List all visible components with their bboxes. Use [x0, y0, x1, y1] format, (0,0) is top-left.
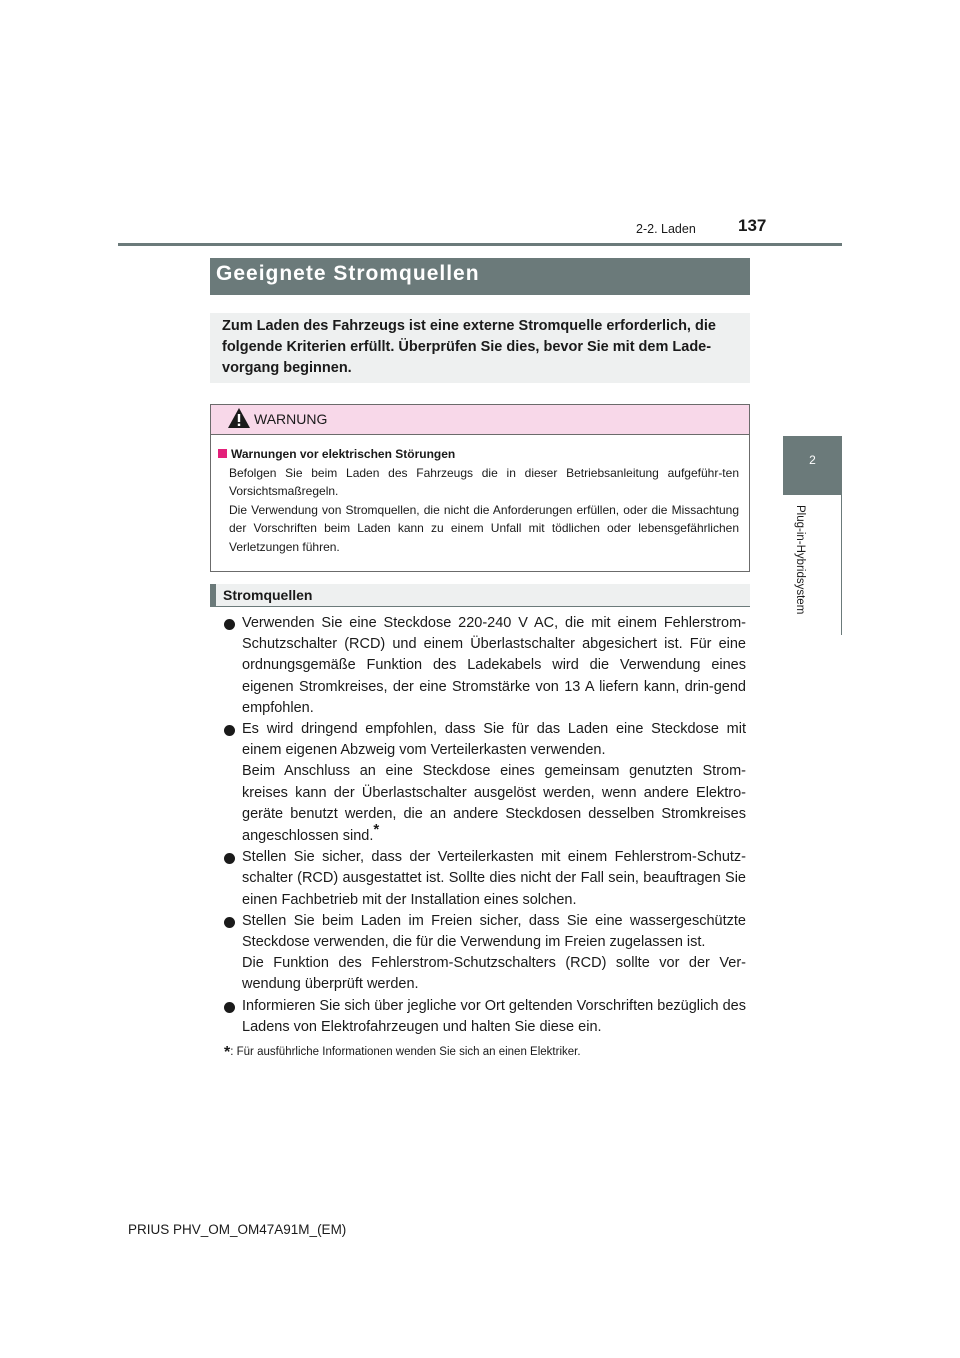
warning-triangle-icon: [227, 407, 251, 429]
bullet-dot-icon: [224, 725, 235, 736]
footnote: [224, 1042, 581, 1060]
square-bullet-icon: [218, 449, 227, 458]
running-header: 2-2. Laden: [636, 222, 696, 236]
page-number: 137: [738, 216, 767, 235]
warning-paragraph: Die Verwendung von Stromquellen, die nicht die Anforderungen erfüllen, oder die Missachtung der Vorschriften beim Laden kann zu einem Unfall mit tödlichen oder lebensgefährlichen Verletzungen führen.: [229, 502, 739, 554]
bullet-dot-icon: [224, 853, 235, 864]
subsection-accent: [210, 584, 216, 607]
bullet-list: [222, 613, 746, 1038]
bullet-dot-icon: [224, 619, 235, 630]
subsection-title: Stromquellen: [223, 587, 313, 603]
list-item-text: Beim Anschluss an eine Steckdose eines gemeinsam genutzten Strom-kreises kann der Überlastschalter ausgelöst werden, wenn andere Elektro-geräte benutzt werden, die an andere Steckdosen desselben Stromkreises angeschlossen sind.*: [242, 763, 746, 845]
warning-body: [211, 435, 749, 556]
subsection-heading: [210, 584, 750, 607]
intro-text: Zum Laden des Fahrzeugs ist eine externe Stromquelle erforderlich, die folgende Kriterien erfüllt. Überprüfen Sie dies, bevor Sie mit dem Lade-vorgang beginnen.: [222, 318, 716, 376]
section-title: Geeignete Stromquellen: [216, 262, 480, 285]
list-item-text: Die Funktion des Fehlerstrom-Schutzschalters (RCD) sollte vor der Ver-wendung überprüft werden.: [242, 955, 746, 993]
list-item: [222, 911, 746, 996]
chapter-tab: [783, 436, 842, 495]
list-item: [222, 996, 746, 1038]
warning-text: [218, 464, 739, 557]
intro-box: [210, 313, 750, 383]
warning-header: [211, 405, 749, 435]
header-rule: [118, 243, 842, 246]
chapter-number: 2: [809, 453, 816, 467]
footnote-text: : Für ausführliche Informationen wenden Sie sich an einen Elektriker.: [230, 1046, 581, 1058]
list-item: [222, 719, 746, 847]
list-item: [222, 613, 746, 719]
bullet-dot-icon: [224, 1002, 235, 1013]
warning-label: WARNUNG: [254, 411, 328, 427]
list-item-text: Verwenden Sie eine Steckdose 220-240 V AC, die mit einem Fehlerstrom-Schutzschalter (RCD) und einem Überlastschalter abgesichert ist. Für eine ordnungsgemäße Funktion des Ladekabels wird die Verwendung eines eigenen Stromkreises, der eine Stromstärke von 13 A liefern kann, drin-gend empfohlen.: [242, 615, 746, 716]
bullet-dot-icon: [224, 917, 235, 928]
chapter-tab-line: [841, 495, 842, 635]
warning-box: [210, 404, 750, 572]
list-item-text: Stellen Sie sicher, dass der Verteilerkasten mit einem Fehlerstrom-Schutz-schalter (RCD) ausgestattet ist. Sollte dies nicht der Fall sein, beauftragen Sie einen Fachbetrieb mit der Installation eines solchen.: [242, 849, 746, 908]
warning-subheading: [218, 445, 739, 464]
document-code: PRIUS PHV_OM_OM47A91M_(EM): [128, 1222, 347, 1237]
list-item: [222, 847, 746, 911]
list-item-text: Es wird dringend empfohlen, dass Sie für das Laden eine Steckdose mit einem eigenen Abzweig vom Verteilerkasten verwenden.: [242, 721, 746, 759]
list-item-text: Informieren Sie sich über jegliche vor Ort geltenden Vorschriften bezüglich des Ladens von Elektrofahrzeugen und halten Sie diese ein.: [242, 997, 746, 1035]
list-item-text: Stellen Sie beim Laden im Freien sicher, dass Sie eine wassergeschützte Steckdose verwenden, die für die Verwendung im Freien zugelassen ist.: [242, 912, 746, 951]
footnote-mark: *: [373, 821, 380, 839]
warning-subheading-text: Warnungen vor elektrischen Störungen: [231, 447, 456, 461]
section-title-bar: [210, 258, 750, 295]
chapter-label: Plug-in-Hybridsystem: [794, 505, 806, 615]
footnote-mark: *: [224, 1044, 231, 1061]
warning-paragraph: Befolgen Sie beim Laden des Fahrzeugs die in dieser Betriebsanleitung aufgeführ-ten Vorsichtsmaßregeln.: [229, 465, 739, 498]
